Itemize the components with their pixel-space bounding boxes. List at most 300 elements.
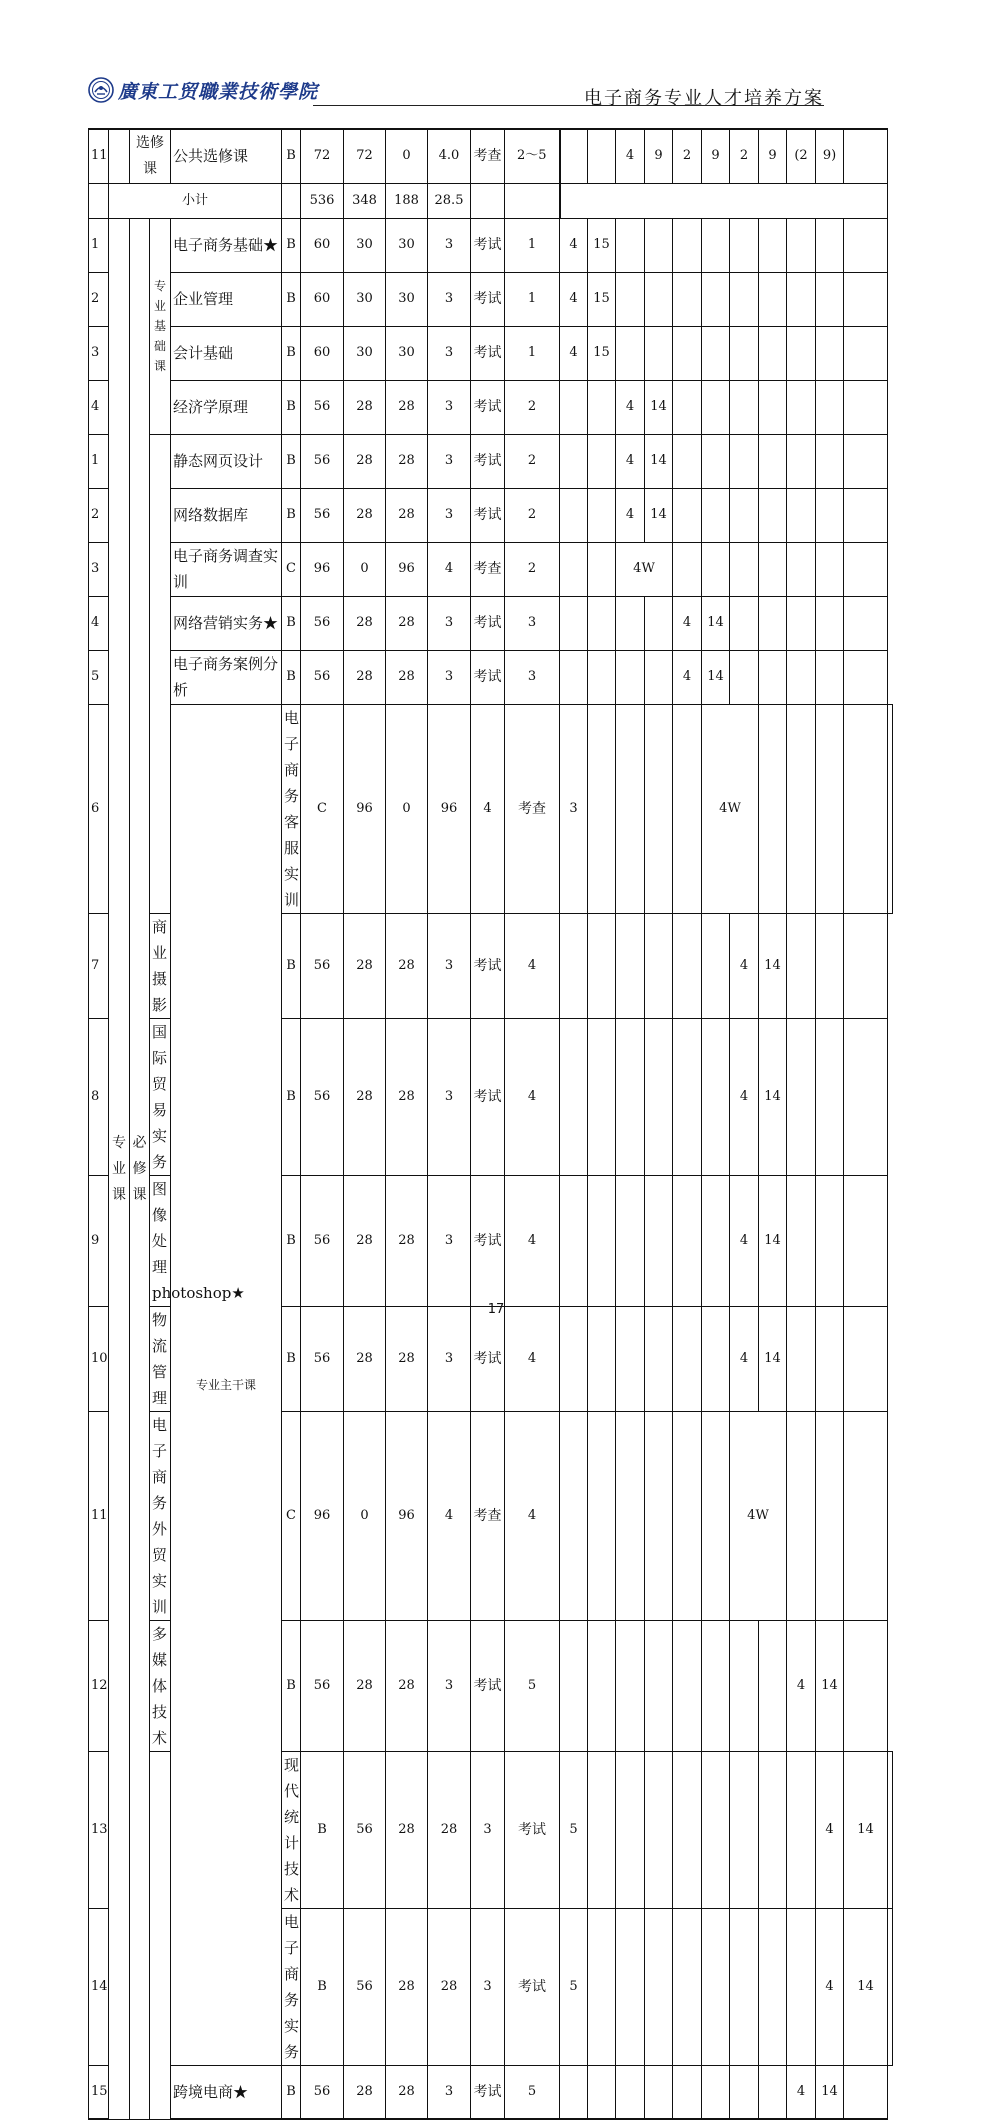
- sem-cell: [702, 1411, 730, 1620]
- sem-cell: [730, 326, 759, 380]
- credits: 3: [428, 218, 471, 272]
- sem-cell: [787, 488, 816, 542]
- table-row: [89, 704, 893, 913]
- theory-hours: 28: [344, 488, 386, 542]
- course-name: 公共选修课: [171, 129, 282, 183]
- sem-cell: 4: [560, 326, 588, 380]
- total-hours: 56: [301, 1620, 344, 1751]
- course-type: B: [282, 1175, 301, 1306]
- course-type: B: [282, 2065, 301, 2119]
- sem-cell: [616, 1908, 645, 2065]
- group-required: 必修课: [130, 218, 150, 2119]
- sem-cell: [616, 272, 645, 326]
- group-blank: [150, 434, 171, 913]
- sem-cell: [673, 542, 702, 596]
- sem-cell: [560, 2065, 588, 2119]
- sem-cell: 4: [730, 1306, 759, 1411]
- semester: 1: [505, 218, 560, 272]
- practice-hours: 96: [386, 1411, 428, 1620]
- exam-type: 考试: [471, 488, 505, 542]
- semester: 5: [505, 2065, 560, 2119]
- exam-type: 考试: [471, 596, 505, 650]
- sem-cell: 14: [645, 434, 673, 488]
- course-name: 企业管理: [171, 272, 282, 326]
- sem-cell: 4: [616, 434, 645, 488]
- sem-cell: [560, 1620, 588, 1751]
- course-type: B: [282, 380, 301, 434]
- course-no: 1: [89, 434, 109, 488]
- sem-cell: 14: [645, 380, 673, 434]
- sem-cell: 14: [759, 1175, 787, 1306]
- sem-cell: [673, 2065, 702, 2119]
- sem-cell: 9: [645, 129, 673, 183]
- sem-cell: 4: [616, 380, 645, 434]
- credits: 4.0: [428, 129, 471, 183]
- course-no: 3: [89, 326, 109, 380]
- course-no: 9: [89, 1175, 109, 1306]
- theory-hours: 30: [344, 218, 386, 272]
- sem-cell: [816, 1306, 844, 1411]
- sem-cell: [816, 1175, 844, 1306]
- sem-cell: [560, 542, 588, 596]
- sem-cell: [730, 1908, 759, 2065]
- sem-cell: [673, 704, 702, 913]
- course-type: B: [282, 1018, 301, 1175]
- credits: 3: [428, 1018, 471, 1175]
- sem-cell: 9: [759, 129, 787, 183]
- semester: 3: [505, 650, 560, 704]
- theory-hours: 30: [344, 326, 386, 380]
- sem-cell: [616, 1306, 645, 1411]
- subtotal-label: 小计: [109, 183, 282, 218]
- sem-cell: [844, 1411, 888, 1620]
- sem-cell: 4: [816, 1751, 844, 1908]
- sem-cell: [588, 1908, 616, 2065]
- sem-cell: [588, 596, 616, 650]
- sem-cell: [702, 542, 730, 596]
- theory-hours: 28: [386, 1908, 428, 2065]
- course-no: 12: [89, 1620, 109, 1751]
- sem-cell: [616, 596, 645, 650]
- sem-cell: [645, 704, 673, 913]
- exam-type: 考试: [471, 434, 505, 488]
- credits: 3: [428, 650, 471, 704]
- sem-cell: [730, 596, 759, 650]
- sem-cell: [844, 542, 888, 596]
- sem-cell: [645, 1306, 673, 1411]
- group-foundation: 专业基础课: [150, 218, 171, 434]
- course-type: B: [301, 1908, 344, 2065]
- header-divider: [313, 105, 824, 106]
- empty-cell: [89, 183, 109, 218]
- course-type: B: [282, 596, 301, 650]
- total-hours: 96: [344, 704, 386, 913]
- sem-cell: [787, 542, 816, 596]
- practice-hours: 28: [386, 1018, 428, 1175]
- total-hours: 60: [301, 326, 344, 380]
- theory-hours: 28: [344, 434, 386, 488]
- sem-cell: [816, 488, 844, 542]
- sem-cell: [702, 2065, 730, 2119]
- sem-cell: [673, 488, 702, 542]
- total-hours: 56: [301, 434, 344, 488]
- course-type: B: [282, 913, 301, 1018]
- course-name: 图像处理photoshop★: [150, 1175, 171, 1306]
- credits: 3: [428, 1620, 471, 1751]
- sem-cell: [616, 1018, 645, 1175]
- theory-hours: 28: [344, 1306, 386, 1411]
- sem-cell: 15: [588, 218, 616, 272]
- school-emblem-icon: [88, 77, 114, 103]
- credits: 3: [428, 272, 471, 326]
- sem-cell: [844, 434, 888, 488]
- sem-cell: [588, 1018, 616, 1175]
- course-name: 电子商务案例分析: [171, 650, 282, 704]
- total-hours: 56: [301, 650, 344, 704]
- sem-cell: [844, 1018, 888, 1175]
- sem-cell: [588, 1751, 616, 1908]
- theory-hours: 28: [344, 596, 386, 650]
- sem-cell: [616, 650, 645, 704]
- sem-cell: [673, 1018, 702, 1175]
- sem-cell: [560, 380, 588, 434]
- sem-cell: [759, 434, 787, 488]
- practice-hours: 28: [386, 434, 428, 488]
- sem-cell: [730, 272, 759, 326]
- sem-cell: [588, 434, 616, 488]
- sem-cell: [616, 1620, 645, 1751]
- sem-cell: [560, 434, 588, 488]
- sem-cell: [616, 1175, 645, 1306]
- sem-cell: [673, 1411, 702, 1620]
- sem-cell: [844, 596, 888, 650]
- sem-cell: [560, 650, 588, 704]
- course-name: 物流管理: [150, 1306, 171, 1411]
- sem-cell: [560, 1175, 588, 1306]
- sem-cell: [816, 218, 844, 272]
- practice-hours: 28: [428, 1751, 471, 1908]
- practice-hours: 96: [386, 542, 428, 596]
- sem-cell: [816, 434, 844, 488]
- course-type: B: [301, 1751, 344, 1908]
- elective-category: 选修课: [130, 129, 171, 183]
- sem-cell: [787, 913, 816, 1018]
- sem-cell: [844, 913, 888, 1018]
- course-name: 电子商务基础★: [171, 218, 282, 272]
- sem-cell: [844, 1306, 888, 1411]
- credits: 4: [471, 704, 505, 913]
- sem-cell: [560, 596, 588, 650]
- semester: 5: [560, 1751, 588, 1908]
- sem-cell: [844, 218, 888, 272]
- sem-cell: [702, 272, 730, 326]
- theory-hours: 0: [386, 704, 428, 913]
- credits: 3: [428, 326, 471, 380]
- semester: 1: [505, 272, 560, 326]
- semester: 5: [560, 1908, 588, 2065]
- table-row: [89, 650, 893, 704]
- total-hours: 60: [301, 272, 344, 326]
- course-no: 6: [89, 704, 109, 913]
- sem-cell: [702, 1018, 730, 1175]
- table-row: [89, 2065, 893, 2119]
- total-hours: 56: [301, 1175, 344, 1306]
- sem-cell: [645, 650, 673, 704]
- total-hours: 56: [301, 1306, 344, 1411]
- subtotal-total: 536: [301, 183, 344, 218]
- sem-cell: [673, 1175, 702, 1306]
- sem-cell: [816, 542, 844, 596]
- sem-cell: [730, 218, 759, 272]
- sem-cell: [560, 129, 588, 183]
- semester: 2: [505, 488, 560, 542]
- sem-cell: [588, 488, 616, 542]
- sem-cell: 15: [588, 272, 616, 326]
- sem-cell: [730, 434, 759, 488]
- sem-cell: [816, 1411, 844, 1620]
- sem-cell: [588, 913, 616, 1018]
- sem-cell: [759, 596, 787, 650]
- theory-hours: 0: [344, 542, 386, 596]
- semester: 5: [505, 1620, 560, 1751]
- theory-hours: 28: [344, 650, 386, 704]
- sem-cell: [759, 650, 787, 704]
- sem-cell: [787, 1018, 816, 1175]
- sem-cell: [645, 1751, 673, 1908]
- sem-cell: [702, 1306, 730, 1411]
- sem-cell: [730, 650, 759, 704]
- sem-cell: [787, 596, 816, 650]
- sem-cell: 14: [702, 596, 730, 650]
- course-type: C: [301, 704, 344, 913]
- course-type: B: [282, 1620, 301, 1751]
- sem-cell: [673, 218, 702, 272]
- practice-hours: 28: [386, 488, 428, 542]
- sem-cell: [759, 488, 787, 542]
- course-plan-table: [88, 128, 893, 2120]
- group-blank: [150, 1751, 171, 2119]
- course-name: 电子商务客服实训: [282, 704, 301, 913]
- table-row: [89, 326, 893, 380]
- total-hours: 60: [301, 218, 344, 272]
- sem-cell: [787, 434, 816, 488]
- sem-cell: [645, 2065, 673, 2119]
- theory-hours: 28: [386, 1751, 428, 1908]
- sem-cell: 14: [759, 1018, 787, 1175]
- exam-type: 考试: [471, 218, 505, 272]
- table-row: [89, 272, 893, 326]
- empty-cell: [560, 183, 888, 218]
- practice-hours: 28: [386, 913, 428, 1018]
- group-professional: 专业课: [109, 218, 130, 2119]
- sem-cell: [645, 218, 673, 272]
- sem-cell: [844, 1620, 888, 1751]
- course-name: 现代统计技术: [282, 1751, 301, 1908]
- practice-hours: 30: [386, 272, 428, 326]
- sem-cell: 4: [787, 2065, 816, 2119]
- sem-cell: [673, 1751, 702, 1908]
- sem-cell: 9: [702, 129, 730, 183]
- sem-cell: [588, 380, 616, 434]
- theory-hours: 28: [344, 1018, 386, 1175]
- sem-cell: [730, 2065, 759, 2119]
- table-row: [89, 542, 893, 596]
- sem-cell: [759, 272, 787, 326]
- sem-cell: [787, 650, 816, 704]
- sem-cell: [702, 1175, 730, 1306]
- sem-cell: [787, 1306, 816, 1411]
- sem-cell: [787, 1175, 816, 1306]
- course-no: 1: [89, 218, 109, 272]
- total-hours: 56: [301, 2065, 344, 2119]
- exam-type: 考查: [471, 129, 505, 183]
- sem-cell: [759, 326, 787, 380]
- semester: 2: [505, 434, 560, 488]
- practice-hours: 28: [386, 1175, 428, 1306]
- course-name: 静态网页设计: [171, 434, 282, 488]
- exam-type: 考试: [471, 1018, 505, 1175]
- sem-cell: [673, 272, 702, 326]
- sem-cell: [645, 1018, 673, 1175]
- sem-cell: [888, 1908, 893, 2065]
- exam-type: 考试: [471, 1175, 505, 1306]
- sem-cell: [787, 380, 816, 434]
- sem-cell: [730, 1620, 759, 1751]
- sem-cell: [588, 1306, 616, 1411]
- course-name: 多媒体技术: [150, 1620, 171, 1751]
- course-type: B: [282, 326, 301, 380]
- sem-cell: [588, 2065, 616, 2119]
- sem-cell: [787, 326, 816, 380]
- sem-cell: [560, 913, 588, 1018]
- sem-cell: [759, 380, 787, 434]
- credits: 3: [428, 1306, 471, 1411]
- sem-cell: [844, 1175, 888, 1306]
- theory-hours: 28: [344, 1620, 386, 1751]
- sem-cell: 4W: [702, 704, 759, 913]
- credits: 3: [428, 913, 471, 1018]
- sem-cell: [759, 1908, 787, 2065]
- sem-cell: 14: [759, 913, 787, 1018]
- sem-cell: [616, 704, 645, 913]
- course-no: 8: [89, 1018, 109, 1175]
- total-hours: 56: [344, 1751, 386, 1908]
- sem-cell: [759, 542, 787, 596]
- exam-type: 考试: [471, 326, 505, 380]
- document-title: 电子商务专业人才培养方案: [584, 88, 824, 109]
- semester: 4: [505, 1411, 560, 1620]
- sem-cell: [702, 326, 730, 380]
- course-name: 会计基础: [171, 326, 282, 380]
- course-no: 7: [89, 913, 109, 1018]
- course-name: 国际贸易实务: [150, 1018, 171, 1175]
- sem-cell: [787, 1908, 816, 2065]
- sem-cell: (2: [787, 129, 816, 183]
- subtotal-practice: 188: [386, 183, 428, 218]
- theory-hours: 28: [344, 1175, 386, 1306]
- empty-cell: [282, 183, 301, 218]
- course-no: 5: [89, 650, 109, 704]
- exam-type: 考试: [471, 1620, 505, 1751]
- sem-cell: [816, 650, 844, 704]
- sem-cell: [787, 1751, 816, 1908]
- empty-cell: [505, 183, 560, 218]
- table-row: [89, 488, 893, 542]
- sem-cell: [645, 596, 673, 650]
- course-name: 电子商务外贸实训: [150, 1411, 171, 1620]
- credits: 3: [428, 596, 471, 650]
- course-no: 15: [89, 2065, 109, 2119]
- practice-hours: 28: [386, 650, 428, 704]
- sem-cell: [673, 326, 702, 380]
- sem-cell: [816, 272, 844, 326]
- school-logo: [88, 74, 318, 106]
- sem-cell: [787, 704, 816, 913]
- sem-cell: [759, 1751, 787, 1908]
- credits: 3: [428, 488, 471, 542]
- sem-cell: [816, 1018, 844, 1175]
- course-type: B: [282, 129, 301, 183]
- sem-cell: [702, 1908, 730, 2065]
- practice-hours: 28: [386, 380, 428, 434]
- sem-cell: [787, 218, 816, 272]
- course-no: 14: [89, 1908, 109, 2065]
- exam-type: 考试: [505, 1751, 560, 1908]
- total-hours: 56: [301, 488, 344, 542]
- credits: 3: [428, 2065, 471, 2119]
- sem-cell: [616, 1751, 645, 1908]
- sem-cell: [588, 1411, 616, 1620]
- theory-hours: 72: [344, 129, 386, 183]
- practice-hours: 0: [386, 129, 428, 183]
- exam-type: 考试: [471, 272, 505, 326]
- semester: 4: [505, 1175, 560, 1306]
- empty-cell: [471, 183, 505, 218]
- semester: 2～5: [505, 129, 560, 183]
- sem-cell: [616, 1411, 645, 1620]
- subtotal-credits: 28.5: [428, 183, 471, 218]
- credits: 3: [428, 380, 471, 434]
- credits: 4: [428, 1411, 471, 1620]
- sem-cell: [844, 704, 888, 913]
- sem-cell: 4W: [730, 1411, 787, 1620]
- sem-cell: [560, 1411, 588, 1620]
- sem-cell: [673, 1620, 702, 1751]
- sem-cell: [844, 326, 888, 380]
- sem-cell: [588, 650, 616, 704]
- sem-cell: 4: [673, 596, 702, 650]
- total-hours: 56: [301, 380, 344, 434]
- credits: 3: [428, 1175, 471, 1306]
- sem-cell: [702, 1620, 730, 1751]
- sem-cell: 4: [787, 1620, 816, 1751]
- exam-type: 考试: [471, 380, 505, 434]
- course-name: 经济学原理: [171, 380, 282, 434]
- exam-type: 考试: [471, 2065, 505, 2119]
- sem-cell: [645, 1620, 673, 1751]
- sem-cell: 14: [844, 1751, 888, 1908]
- sem-cell: [816, 596, 844, 650]
- sem-cell: [673, 913, 702, 1018]
- practice-hours: 96: [428, 704, 471, 913]
- sem-cell: [844, 380, 888, 434]
- total-hours: 96: [301, 542, 344, 596]
- sem-cell: 4: [560, 218, 588, 272]
- subtotal-theory: 348: [344, 183, 386, 218]
- course-type: B: [282, 650, 301, 704]
- theory-hours: 0: [344, 1411, 386, 1620]
- credits: 3: [428, 434, 471, 488]
